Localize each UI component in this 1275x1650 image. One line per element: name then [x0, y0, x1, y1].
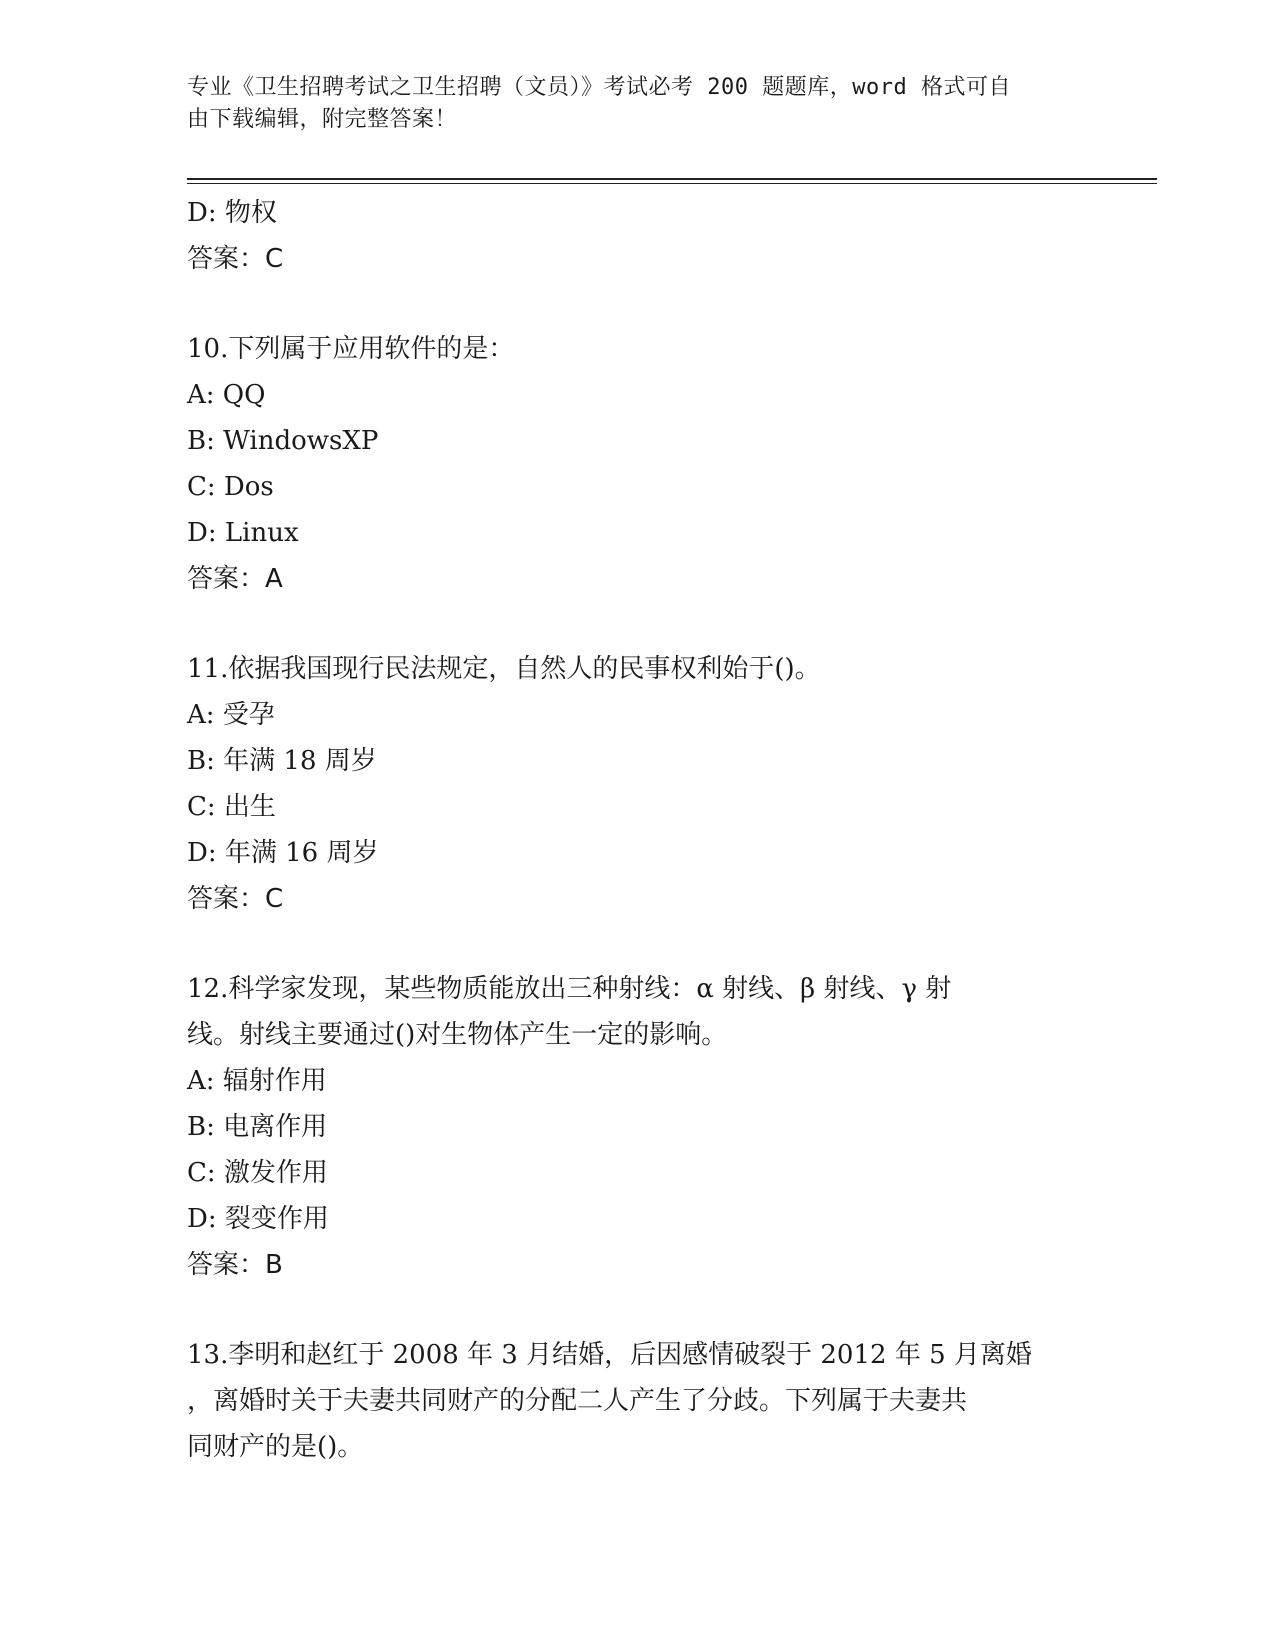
spacer — [187, 922, 1087, 966]
question-stem-line-3: 同财产的是()。 — [187, 1432, 364, 1462]
option-c: C: Dos — [187, 472, 274, 502]
question-stem: 11.依据我国现行民法规定，自然人的民事权利始于()。 — [187, 654, 821, 684]
option-a: A: 受孕 — [187, 700, 275, 730]
option-a: A: QQ — [187, 380, 266, 410]
option-d: D: 年满 16 周岁 — [187, 838, 379, 868]
spacer — [187, 1288, 1087, 1332]
question-11 — [187, 646, 1087, 922]
spacer — [187, 602, 1087, 646]
header-line-2: 由下载编辑，附完整答案！ — [187, 107, 458, 132]
option-b: B: 年满 18 周岁 — [187, 746, 377, 776]
question-13 — [187, 1332, 1087, 1470]
header-divider-thin — [187, 183, 1157, 184]
question-stem-line-2: ，离婚时关于夫妻共同财产的分配二人产生了分歧。下列属于夫妻共 — [187, 1386, 968, 1416]
prev-answer: 答案：C — [187, 244, 284, 274]
option-d: D: Linux — [187, 518, 299, 548]
question-12 — [187, 966, 1087, 1288]
option-b: B: WindowsXP — [187, 426, 379, 456]
option-a: A: 辐射作用 — [187, 1066, 327, 1096]
option-c: C: 激发作用 — [187, 1158, 328, 1188]
option-c: C: 出生 — [187, 792, 276, 822]
spacer — [187, 282, 1087, 326]
question-content — [187, 190, 1087, 1470]
header-divider — [187, 178, 1157, 180]
question-stem-line-1: 13.李明和赵红于 2008 年 3 月结婚，后因感情破裂于 2012 年 5 月离婚 — [187, 1340, 1032, 1370]
option-b: B: 电离作用 — [187, 1112, 328, 1142]
answer: 答案：C — [187, 884, 284, 914]
header-line-1: 专业《卫生招聘考试之卫生招聘（文员）》考试必考 200 题题库，word 格式可自 — [187, 75, 1011, 100]
option-d: D: 裂变作用 — [187, 1204, 329, 1234]
prev-option-d: D: 物权 — [187, 198, 277, 228]
answer: 答案：B — [187, 1250, 283, 1280]
page-header — [187, 72, 1067, 136]
question-stem-line-2: 线。射线主要通过()对生物体产生一定的影响。 — [187, 1020, 728, 1050]
question-10 — [187, 326, 1087, 602]
question-stem: 10.下列属于应用软件的是： — [187, 334, 515, 364]
question-stem-line-1: 12.科学家发现，某些物质能放出三种射线：α 射线、β 射线、γ 射 — [187, 974, 952, 1004]
answer: 答案：A — [187, 564, 283, 594]
